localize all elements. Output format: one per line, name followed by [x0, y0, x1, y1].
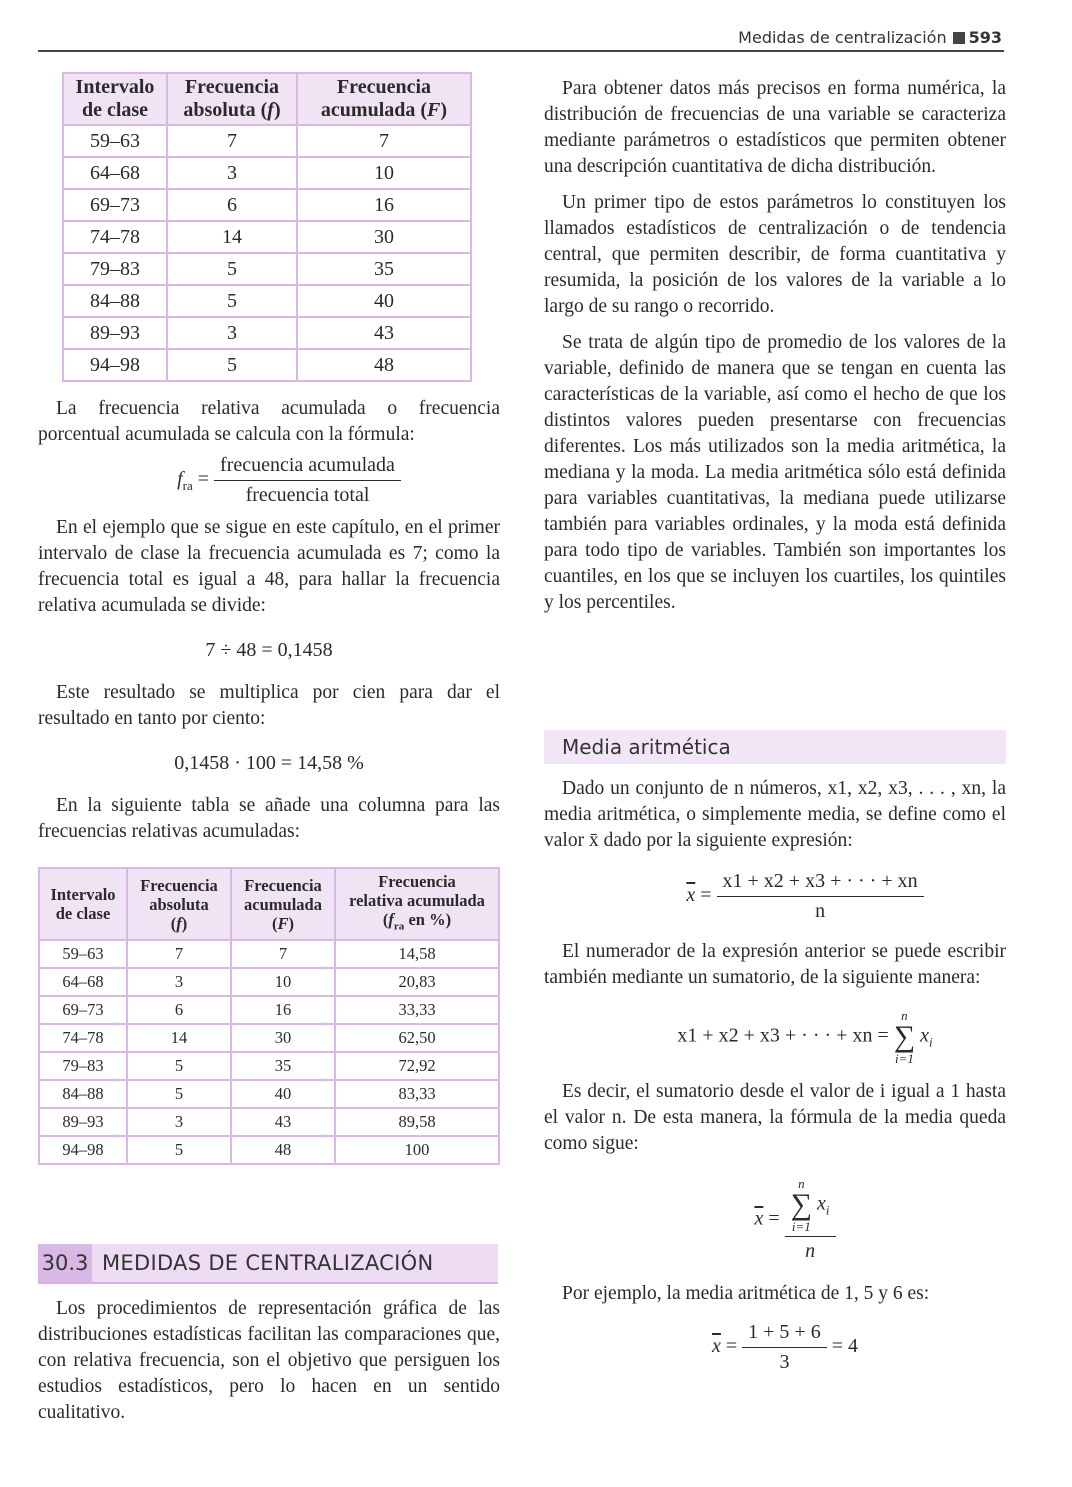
table-cell: 14	[127, 1024, 231, 1052]
table-cell: 62,50	[335, 1024, 499, 1052]
table-cell: 5	[127, 1136, 231, 1164]
mean-summation-formula: $\overline{x}$ = n ∑ i=1 $x_i$ n	[544, 1177, 1006, 1263]
paragraph: Los procedimientos de representación gráfica de las distribuciones estadísticas facilitan las comparaciones que, con relativa frecuencia, son el objetivo que persiguen los estudios estadísticos, pero lo hacen en un sentido cualitativo.	[38, 1298, 500, 1423]
table-cell: 89,58	[335, 1108, 499, 1136]
table-cell: 69–73	[39, 996, 127, 1024]
fraction-numerator: frecuencia acumulada	[214, 454, 401, 481]
table-row	[39, 1024, 499, 1052]
table-cell: 79–83	[63, 253, 167, 285]
table-row	[63, 349, 471, 381]
right-column	[544, 76, 1006, 616]
table-row	[39, 1108, 499, 1136]
table-cell: 48	[297, 349, 471, 381]
table-cell: 5	[127, 1052, 231, 1080]
table-row	[39, 996, 499, 1024]
sigma-icon: n ∑ i=1	[893, 1008, 916, 1066]
page-header	[0, 0, 1072, 60]
table-cell: 3	[167, 157, 297, 189]
table-cell: 6	[167, 189, 297, 221]
paragraph: Se trata de algún tipo de promedio de los valores de la variable, definido de manera que se tengan en cuenta las características de la variable, así como el hecho de que los distintos valores pueden presentarse con frecuencias diferentes. Los más utilizados son la media aritmética, la mediana y la moda. La media aritmética sólo está definida para variables cuantitativas, la mediana puede utilizarse también para variables ordinales, y la moda está definida para todo tipo de variables. También son importantes los cuantiles, en los que se incluyen los cuartiles, los quintiles y los percentiles.	[544, 332, 1006, 613]
table-row	[63, 221, 471, 253]
left-column	[38, 72, 500, 1165]
table-cell: 48	[231, 1136, 335, 1164]
table-header-cell: Frecuencia relativa acumulada ($f_{ra}$ en %)	[335, 868, 499, 940]
table-cell: 89–93	[63, 317, 167, 349]
table-cell: 59–63	[63, 125, 167, 157]
table-cell: 43	[231, 1108, 335, 1136]
fraction-denominator: n	[815, 900, 826, 922]
subsection-heading: Media aritmética	[544, 730, 1006, 764]
paragraph: Por ejemplo, la media aritmética de 1, 5 y 6 es:	[562, 1283, 930, 1304]
table-cell: 84–88	[63, 285, 167, 317]
fraction	[717, 870, 924, 923]
paragraph: En el ejemplo que se sigue en este capítulo, en el primer intervalo de clase la frecuencia acumulada es 7; como la frecuencia total es igual a 48, para hallar la frecuencia relativa acumulada se divide:	[38, 517, 500, 616]
mean-formula: $\overline{x}$ = $\frac{x1 + x2 + x3 + \cdot \cdot \cdot + xn}{n}$	[544, 870, 1006, 923]
relative-frequency-table	[38, 867, 500, 1165]
paragraph: Para obtener datos más precisos en forma numérica, la distribución de frecuencias de una variable se caracteriza mediante parámetros o estadísticos que permiten obtener una descripción cuantitativa de dicha distribución.	[544, 78, 1006, 177]
table-row	[63, 253, 471, 285]
sigma-icon: n ∑ i=1	[790, 1176, 813, 1234]
table-cell: 33,33	[335, 996, 499, 1024]
formula-percent: 0,1458 · 100 = 14,58 %	[174, 752, 364, 774]
table-header-row	[39, 868, 499, 940]
formula-division: 7 ÷ 48 = 0,1458	[205, 639, 333, 661]
table-row	[63, 285, 471, 317]
table-cell: 7	[297, 125, 471, 157]
table-row	[63, 317, 471, 349]
fraction-denominator: frecuencia total	[245, 484, 370, 506]
table-cell: 30	[297, 221, 471, 253]
paragraph: En la siguiente tabla se añade una columna para las frecuencias relativas acumuladas:	[38, 795, 500, 842]
formula-lhs: f	[177, 468, 183, 491]
paragraph: Dado un conjunto de n números, x1, x2, x3, . . . , xn, la media aritmética, o simplemente media, se define como el valor x̄ dado por la siguiente expresión:	[544, 778, 1006, 851]
table-cell: 3	[127, 1108, 231, 1136]
mean-example-formula: $\overline{x}$ = $\frac{1 + 5 + 6}{3}$ = 4	[711, 1321, 858, 1373]
running-head	[738, 28, 1002, 47]
formula-fra: $f_{ra}$ = $\frac{\text{frecuencia acumulada}}{\text{frecuencia total}}$	[38, 454, 500, 507]
summation-formula: x1 + x2 + x3 + · · · + xn = n ∑ i=1 $x_i$	[677, 1008, 933, 1066]
table-cell: 30	[231, 1024, 335, 1052]
table-cell: 6	[127, 996, 231, 1024]
table-row	[39, 1052, 499, 1080]
paragraph: La frecuencia relativa acumulada o frecuencia porcentual acumulada se calcula con la fórmula:	[38, 398, 500, 445]
fraction	[742, 1321, 827, 1374]
table-row	[39, 1136, 499, 1164]
table-cell: 7	[167, 125, 297, 157]
paragraph: El numerador de la expresión anterior se puede escribir también mediante un sumatorio, de la siguiente manera:	[544, 941, 1006, 988]
table-header-cell: Frecuencia absoluta (f)	[167, 73, 297, 125]
fraction-denominator: 3	[779, 1351, 790, 1373]
table-header-cell: Intervalo de clase	[39, 868, 127, 940]
table-cell: 59–63	[39, 940, 127, 968]
table-header-cell: Frecuencia acumulada (F)	[297, 73, 471, 125]
table-cell: 74–78	[39, 1024, 127, 1052]
page-number: 593	[968, 28, 1002, 47]
table-cell: 14	[167, 221, 297, 253]
table-cell: 10	[297, 157, 471, 189]
table-row	[39, 968, 499, 996]
section-intro	[38, 1296, 500, 1426]
fraction-numerator: 1 + 5 + 6	[742, 1321, 827, 1348]
table-row	[63, 157, 471, 189]
section-heading	[38, 1244, 498, 1284]
paragraph: Un primer tipo de estos parámetros lo constituyen los llamados estadísticos de centralización o de tendencia central, que permiten describir, de forma cuantitativa y resumida, la posición de los valores de la variable a lo largo de su rango o recorrido.	[544, 192, 1006, 317]
table-cell: 72,92	[335, 1052, 499, 1080]
table-cell: 5	[167, 285, 297, 317]
fraction-numerator: x1 + x2 + x3 + · · · + xn	[717, 870, 924, 897]
table-cell: 94–98	[39, 1136, 127, 1164]
table-cell: 3	[167, 317, 297, 349]
table-cell: 79–83	[39, 1052, 127, 1080]
table-header-row	[63, 73, 471, 125]
section-number: 30.3	[38, 1244, 92, 1282]
paragraph: Es decir, el sumatorio desde el valor de i igual a 1 hasta el valor n. De esta manera, la fórmula de la media queda como sigue:	[544, 1081, 1006, 1154]
table-cell: 100	[335, 1136, 499, 1164]
table-cell: 40	[297, 285, 471, 317]
table-cell: 20,83	[335, 968, 499, 996]
fraction	[214, 454, 401, 507]
table-cell: 89–93	[39, 1108, 127, 1136]
square-icon	[953, 32, 965, 44]
table-cell: 74–78	[63, 221, 167, 253]
table-cell: 14,58	[335, 940, 499, 968]
table-row	[39, 1080, 499, 1108]
header-rule	[38, 50, 1004, 52]
table-header-cell: Frecuencia acumulada (F)	[231, 868, 335, 940]
table-cell: 7	[127, 940, 231, 968]
table-cell: 35	[297, 253, 471, 285]
table-cell: 10	[231, 968, 335, 996]
right-column-lower	[544, 776, 1006, 1374]
table-cell: 69–73	[63, 189, 167, 221]
table-cell: 5	[167, 349, 297, 381]
table-cell: 35	[231, 1052, 335, 1080]
table-cell: 83,33	[335, 1080, 499, 1108]
table-cell: 40	[231, 1080, 335, 1108]
table-cell: 7	[231, 940, 335, 968]
section-title: MEDIDAS DE CENTRALIZACIÓN	[102, 1251, 434, 1275]
table-cell: 84–88	[39, 1080, 127, 1108]
table-row	[63, 125, 471, 157]
table-cell: 5	[127, 1080, 231, 1108]
table-cell: 16	[231, 996, 335, 1024]
table-cell: 94–98	[63, 349, 167, 381]
table-header-cell: Frecuencia absoluta (f)	[127, 868, 231, 940]
table-cell: 16	[297, 189, 471, 221]
table-row	[39, 940, 499, 968]
table-cell: 64–68	[63, 157, 167, 189]
table-cell: 3	[127, 968, 231, 996]
sum-lhs: x1 + x2 + x3 + · · · + xn =	[677, 1024, 889, 1047]
fraction: n ∑ i=1 $x_i$ n	[785, 1177, 836, 1263]
paragraph: Este resultado se multiplica por cien para dar el resultado en tanto por ciento:	[38, 682, 500, 729]
formula-result: = 4	[831, 1335, 858, 1358]
frequency-table	[62, 72, 472, 382]
table-row	[63, 189, 471, 221]
table-cell: 64–68	[39, 968, 127, 996]
table-cell: 43	[297, 317, 471, 349]
table-header-cell: Intervalo de clase	[63, 73, 167, 125]
table-cell: 5	[167, 253, 297, 285]
running-head-title: Medidas de centralización	[738, 28, 947, 47]
